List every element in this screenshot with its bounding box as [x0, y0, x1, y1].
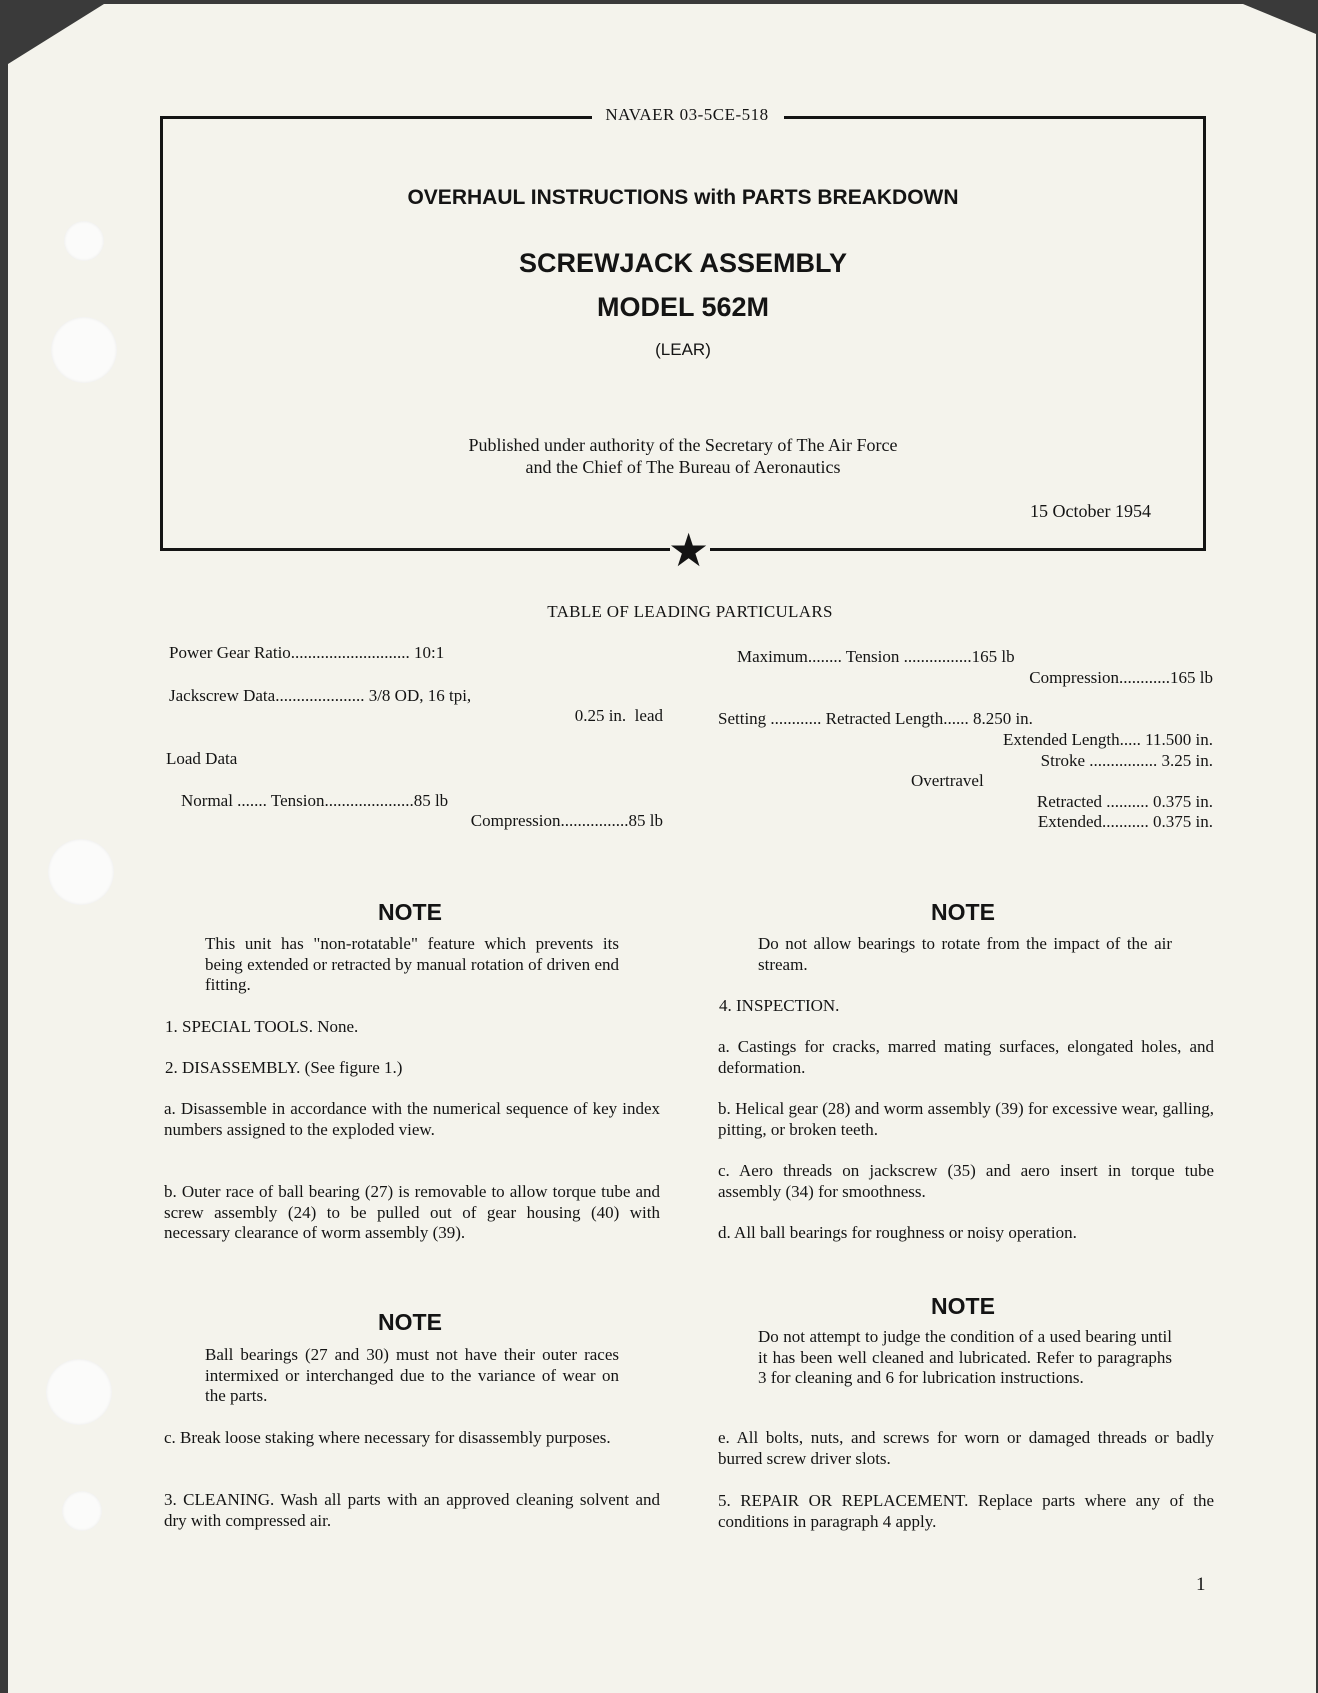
note-text: Do not allow bearings to rotate from the impact of the air stream. — [758, 934, 1172, 974]
paragraph-4d: d. All ball bearings for roughness or noisy operation. — [718, 1223, 1077, 1242]
frame-bottom-right-rule — [710, 548, 1206, 551]
load-data-label: Load Data — [166, 749, 238, 768]
overtravel-retracted: Retracted .......... 0.375 in. — [1036, 792, 1213, 811]
binder-hole-4 — [46, 1359, 112, 1425]
frame-bottom-left-rule — [160, 548, 670, 551]
note-text: This unit has "non-rotatable" feature which prevents its being extended or retracted by manual rotation of driven end fitting. — [205, 934, 619, 994]
model-title: MODEL 562M — [596, 292, 770, 322]
title-frame — [160, 116, 1206, 549]
section-inspection: 4. INSPECTION. — [719, 996, 840, 1015]
note-heading: NOTE — [931, 899, 995, 925]
frame-top-right-rule — [784, 116, 1206, 119]
section-special-tools: 1. SPECIAL TOOLS. None. — [165, 1017, 359, 1036]
note-heading: NOTE — [378, 899, 442, 925]
normal-compression: Compression................85 lb — [470, 811, 663, 830]
setting-extended-length: Extended Length..... 11.500 in. — [1003, 730, 1213, 749]
maker-label: (LEAR) — [655, 340, 711, 359]
authority-line-2: and the Chief of The Bureau of Aeronautics — [525, 457, 841, 477]
publication-date: 15 October 1954 — [1030, 501, 1151, 521]
note-text: Ball bearings (27 and 30) must not have their outer races intermixed or interchanged due to the variance of wear on the parts. — [205, 1345, 619, 1405]
paragraph-4b: b. Helical gear (28) and worm assembly (39) for excessive wear, galling, pitting, or broken teeth. — [718, 1099, 1214, 1139]
paragraph-2b: b. Outer race of ball bearing (27) is removable to allow torque tube and screw assembly (24) to be pulled out of gear housing (40) with necessary clearance of worm assembly (39). — [164, 1182, 660, 1242]
max-tension: Maximum........ Tension ................165 lb — [737, 647, 1015, 666]
binder-hole-5 — [62, 1491, 102, 1531]
authority-line-1: Published under authority of the Secretary of The Air Force — [468, 435, 898, 455]
setting-retracted-length: Setting ............ Retracted Length...... 8.250 in. — [718, 709, 1033, 728]
note-heading: NOTE — [378, 1309, 442, 1335]
binder-hole-3 — [48, 839, 114, 905]
document-code: NAVAER 03-5CE-518 — [605, 105, 769, 124]
star-icon: ★ — [668, 525, 710, 576]
max-compression: Compression............165 lb — [1029, 668, 1213, 687]
setting-stroke: Stroke ................ 3.25 in. — [1040, 751, 1213, 770]
power-gear-ratio: Power Gear Ratio............................ 10:1 — [169, 643, 445, 662]
note-heading: NOTE — [931, 1293, 995, 1319]
assembly-title: SCREWJACK ASSEMBLY — [518, 248, 848, 278]
overtravel-label: Overtravel — [911, 771, 984, 790]
frame-top-left-rule — [160, 116, 592, 119]
jackscrew-lead: 0.25 in. lead — [574, 706, 663, 725]
paragraph-4e: e. All bolts, nuts, and screws for worn or damaged threads or badly burred screw driver slots. — [718, 1428, 1214, 1468]
binder-hole-2 — [51, 317, 117, 383]
binder-hole-1 — [64, 221, 104, 261]
page-number: 1 — [1196, 1574, 1206, 1595]
note-text: Do not attempt to judge the condition of a used bearing until it has been well cleaned and lubricated. Refer to paragraphs 3 for cleaning and 6 for lubrication instructions. — [758, 1327, 1172, 1387]
overhaul-title: OVERHAUL INSTRUCTIONS with PARTS BREAKDOWN — [407, 186, 959, 209]
paragraph-4a: a. Castings for cracks, marred mating surfaces, elongated holes, and deformation. — [718, 1037, 1214, 1077]
paragraph-4c: c. Aero threads on jackscrew (35) and aero insert in torque tube assembly (34) for smoothness. — [718, 1161, 1214, 1201]
section-repair-replacement: 5. REPAIR OR REPLACEMENT. Replace parts where any of the conditions in paragraph 4 apply. — [718, 1491, 1214, 1531]
paragraph-2a: a. Disassemble in accordance with the numerical sequence of key index numbers assigned to the exploded view. — [164, 1099, 660, 1139]
normal-tension: Normal ....... Tension.....................85 lb — [181, 791, 449, 810]
jackscrew-data: Jackscrew Data..................... 3/8 OD, 16 tpi, — [169, 686, 472, 705]
overtravel-extended: Extended........... 0.375 in. — [1037, 812, 1213, 831]
section-disassembly: 2. DISASSEMBLY. (See figure 1.) — [165, 1058, 403, 1077]
particulars-heading: TABLE OF LEADING PARTICULARS — [547, 602, 833, 621]
paragraph-2c: c. Break loose staking where necessary for disassembly purposes. — [164, 1428, 611, 1447]
section-cleaning: 3. CLEANING. Wash all parts with an approved cleaning solvent and dry with compressed air. — [164, 1490, 660, 1530]
